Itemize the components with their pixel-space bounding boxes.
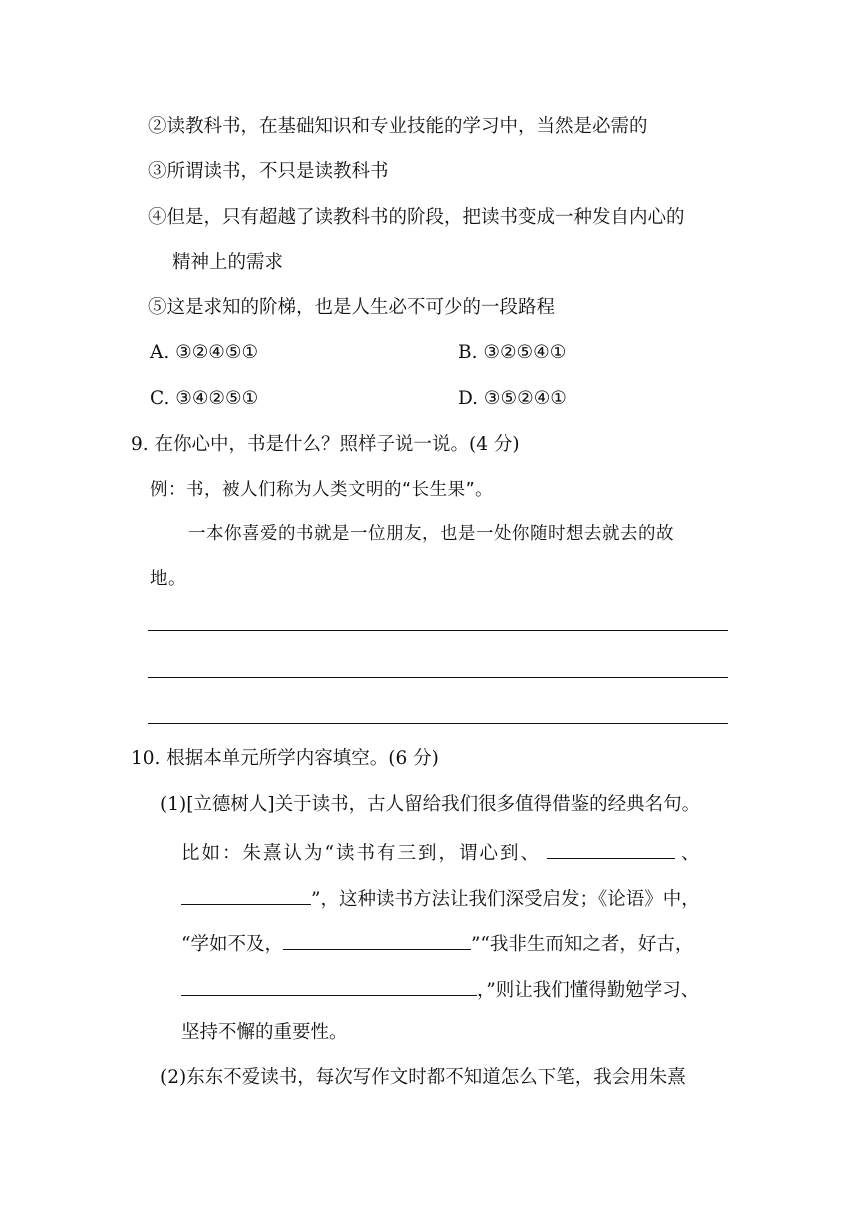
part-1-text: ，”则让我们懂得勤勉学习、 <box>477 980 700 1001</box>
question-9-example: 例：书，被人们称为人类文明的“长生果”。 <box>150 480 494 500</box>
answer-line-1[interactable] <box>148 630 728 631</box>
option-d: D. ③⑤②④① <box>458 388 567 409</box>
question-9-title: 9. 在你心中，书是什么？照样子说一说。(4 分) <box>131 434 520 455</box>
option-b: B. ③②⑤④① <box>458 342 567 363</box>
part-1-text: ”“我非生而知之者，好古， <box>470 934 694 955</box>
sentence-5: ⑤这是求知的阶梯，也是人生必不可少的一段路程 <box>148 297 556 318</box>
fill-blank-2[interactable] <box>181 884 311 905</box>
question-9-example-sentence: 一本你喜爱的书就是一位朋友，也是一处你随时想去就去的故 <box>188 524 674 544</box>
fill-blank-3[interactable] <box>283 929 471 950</box>
fill-blank-4[interactable] <box>181 975 477 996</box>
part-1-line-3 <box>181 884 700 913</box>
part-1-line-5 <box>181 975 699 1004</box>
part-1-line-1: (1)[立德树人]关于读书，古人留给我们很多值得借鉴的经典名句。 <box>160 794 701 815</box>
sentence-4: ④但是，只有超越了读教科书的阶段，把读书变成一种发自内心的 <box>148 207 685 228</box>
answer-line-2[interactable] <box>148 677 728 678</box>
part-1-text: 比如：朱熹认为“读书有三到，谓心到、 <box>181 843 541 864</box>
fill-blank-1[interactable] <box>547 838 675 859</box>
sentence-2: ②读教科书，在基础知识和专业技能的学习中，当然是必需的 <box>148 116 648 137</box>
part-1-text: ”，这种读书方法让我们深受启发；《论语》中， <box>311 889 700 910</box>
part-1-line-6: 坚持不懈的重要性。 <box>181 1022 348 1043</box>
answer-line-3[interactable] <box>148 723 728 724</box>
question-10-title: 10. 根据本单元所学内容填空。(6 分) <box>131 748 439 769</box>
punctuation: 、 <box>680 843 700 864</box>
option-a: A. ③②④⑤① <box>150 342 259 363</box>
sentence-4-continued: 精神上的需求 <box>172 252 284 273</box>
part-2-line-1: (2)东东不爱读书，每次写作文时都不知道怎么下笔，我会用朱熹 <box>160 1067 686 1088</box>
option-c: C. ③④②⑤① <box>150 388 259 409</box>
part-1-line-2 <box>181 838 699 867</box>
question-9-example-sentence-end: 地。 <box>150 569 186 589</box>
part-1-text: “学如不及， <box>181 934 283 955</box>
sentence-3: ③所谓读书，不只是读教科书 <box>148 161 389 182</box>
part-1-line-4 <box>181 929 693 958</box>
